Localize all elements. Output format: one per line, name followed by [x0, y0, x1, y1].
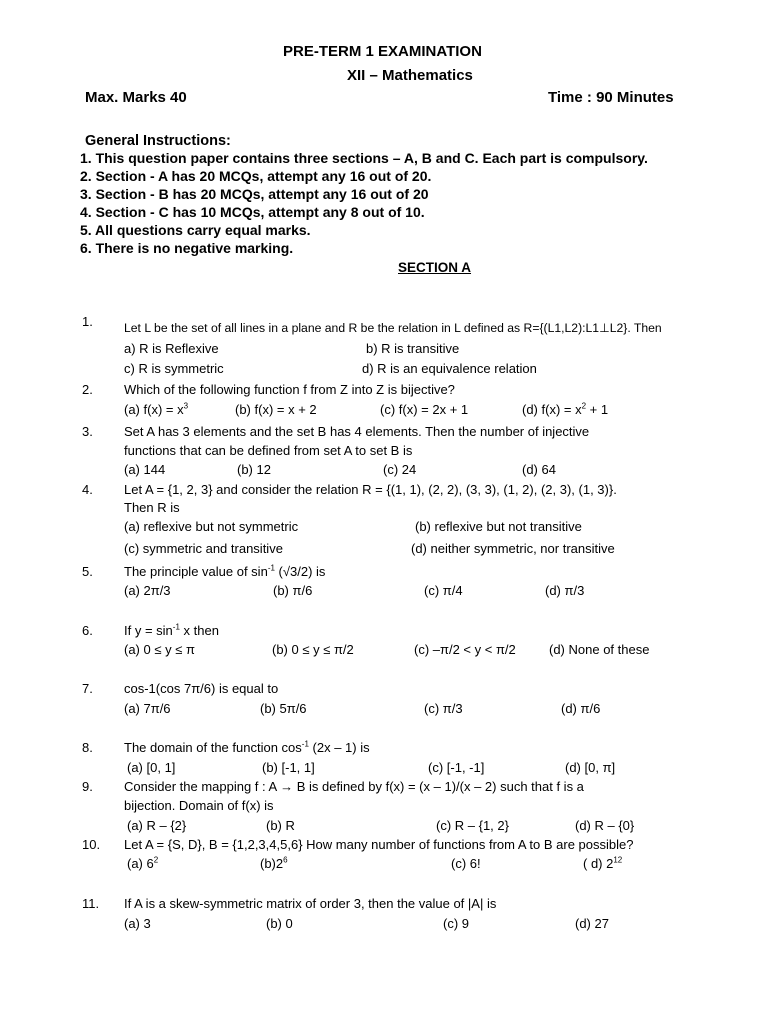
question-number: 3. — [82, 424, 93, 439]
subject-title: XII – Mathematics — [347, 67, 473, 84]
question-text: Let A = {1, 2, 3} and consider the relation R = {(1, 1), (2, 2), (3, 3), (1, 2), (2, 3), (1, 3)}. — [124, 482, 617, 497]
question-number: 7. — [82, 681, 93, 696]
option-b: (b) [-1, 1] — [262, 760, 315, 775]
option-d: ( d) $2^{12}$ — [583, 855, 623, 871]
question-number: 2. — [82, 382, 93, 397]
question-text: If A is a skew-symmetric matrix of order 3, then the value of |A| is — [124, 896, 497, 911]
option-c: (c) f(x) = 2x + 1 — [380, 402, 469, 417]
question-text: If $y = \sin^{-1} x$ then — [124, 622, 219, 638]
option-a: a) R is Reflexive — [124, 341, 219, 356]
question-text: Set A has 3 elements and the set B has 4 elements. Then the number of injective — [124, 424, 590, 439]
question-text: cos-1(cos 7π/6) is equal to — [124, 681, 279, 696]
question-number: 6. — [82, 623, 93, 638]
option-c: (c) 24 — [383, 462, 417, 477]
question-text: Which of the following function f from Z into Z is bijective? — [124, 382, 455, 397]
option-d: (d) None of these — [549, 642, 650, 657]
option-c: (c) π/4 — [424, 583, 463, 598]
option-a: (a) 7π/6 — [124, 701, 171, 716]
question-text-line2: functions that can be defined from set A to set B is — [124, 443, 413, 458]
question-number: 5. — [82, 564, 93, 579]
instruction-item: 1. This question paper contains three sections – A, B and C. Each part is compulsory. — [80, 150, 648, 166]
question-text: Consider the mapping f : A → B is defined by f(x) = (x – 1)/(x – 2) such that f is a — [124, 779, 584, 794]
option-c: (c) [-1, -1] — [428, 760, 485, 775]
question-text-line2: Then R is — [124, 500, 180, 515]
max-marks: Max. Marks 40 — [85, 89, 187, 106]
option-a: (a) 2π/3 — [124, 583, 171, 598]
question-text: Let A = {S, D}, B = {1,2,3,4,5,6} How many number of functions from A to B are possible? — [124, 837, 634, 852]
option-a: (a) reflexive but not symmetric — [124, 519, 299, 534]
option-b: (b) 12 — [237, 462, 271, 477]
question-text: The principle value of $\sin^{-1} (√3/2)$ is — [124, 563, 326, 579]
option-c: (c) 6! — [451, 856, 481, 871]
instruction-item: 3. Section - B has 20 MCQs, attempt any 16 out of 20 — [80, 186, 429, 202]
option-b: (b) R — [266, 818, 295, 833]
option-a: (a) 3 — [124, 916, 151, 931]
option-a: (a) R – {2} — [127, 818, 187, 833]
option-b: $(b)2^6$ — [260, 855, 288, 871]
option-b: b) R is transitive — [366, 341, 460, 356]
option-b: (b) 5π/6 — [260, 701, 307, 716]
option-c: (c) –π/2 < y < π/2 — [414, 642, 516, 657]
question-number: 9. — [82, 779, 93, 794]
option-c: c) R is symmetric — [124, 361, 224, 376]
option-c: (c) R – {1, 2} — [436, 818, 509, 833]
option-d: (d) neither symmetric, nor transitive — [411, 541, 615, 556]
option-c: (c) 9 — [443, 916, 469, 931]
instruction-item: 4. Section - C has 10 MCQs, attempt any 8 out of 10. — [80, 204, 425, 220]
option-a: (a) $f(x) = x^3$ — [124, 401, 189, 417]
option-d: d) R is an equivalence relation — [362, 361, 537, 376]
option-d: (d) π/3 — [545, 583, 585, 598]
question-text: The domain of the function $\cos^{-1} (2x - 1)$ is — [124, 739, 370, 755]
exam-title: PRE-TERM 1 EXAMINATION — [283, 43, 482, 60]
option-b: (b) reflexive but not transitive — [415, 519, 582, 534]
instruction-item: 2. Section - A has 20 MCQs, attempt any 16 out of 20. — [80, 168, 432, 184]
instruction-item: 5. All questions carry equal marks. — [80, 222, 311, 238]
question-number: 11. — [82, 896, 100, 911]
option-d: (d) $f(x) = x^2 + 1$ — [522, 401, 609, 417]
option-d: (d) [0, π] — [565, 760, 616, 775]
time-limit: Time : 90 Minutes — [548, 89, 674, 106]
section-title: SECTION A — [398, 260, 472, 275]
option-a: (a) [0, 1] — [127, 760, 176, 775]
option-b: (b) 0 — [266, 916, 293, 931]
option-c: (c) symmetric and transitive — [124, 541, 283, 556]
option-c: (c) π/3 — [424, 701, 463, 716]
option-d: (d) 27 — [575, 916, 609, 931]
option-b: (b) f(x) = x + 2 — [235, 402, 317, 417]
option-a: (a) 144 — [124, 462, 166, 477]
question-number: 4. — [82, 482, 93, 497]
question-text: Let L be the set of all lines in a plane and R be the relation in L defined as R={(L1,L2):L1⊥L2}. Then — [124, 321, 662, 335]
option-a: (a) $6^2$ — [127, 855, 159, 871]
option-d: (d) π/6 — [561, 701, 601, 716]
option-a: (a) 0 ≤ y ≤ π — [124, 642, 195, 657]
option-d: (d) R – {0} — [575, 818, 635, 833]
instruction-item: 6. There is no negative marking. — [80, 240, 294, 256]
question-number: 10. — [82, 837, 101, 852]
question-text-line2: bijection. Domain of f(x) is — [124, 798, 274, 813]
question-number: 8. — [82, 740, 93, 755]
option-b: (b) 0 ≤ y ≤ π/2 — [272, 642, 354, 657]
question-number: 1. — [82, 314, 93, 329]
option-d: (d) 64 — [522, 462, 556, 477]
option-b: (b) π/6 — [273, 583, 313, 598]
instructions-heading: General Instructions: — [85, 133, 231, 149]
